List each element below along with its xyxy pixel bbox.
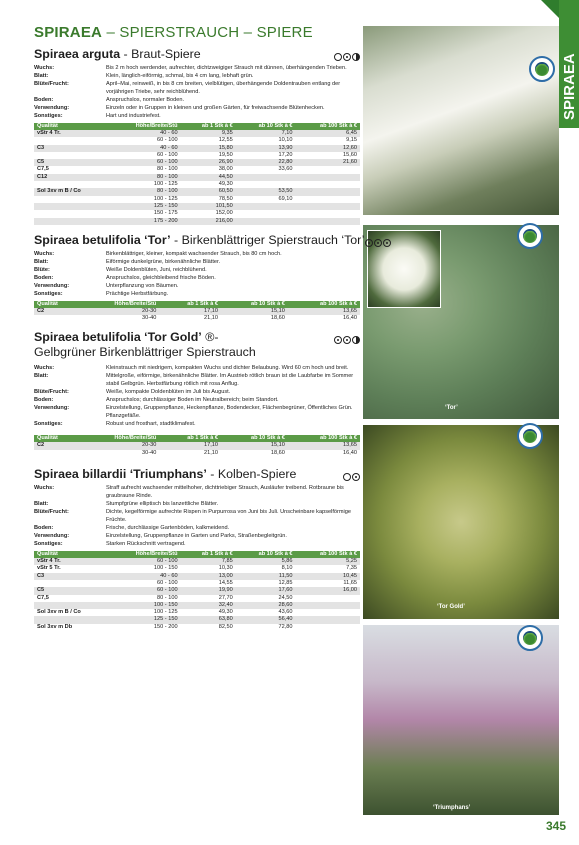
table-cell: 33,60 xyxy=(278,166,293,173)
table-cell: C7,5 xyxy=(37,166,49,173)
prop-key: Blatt: xyxy=(34,501,49,508)
table-cell: 28,60 xyxy=(236,602,296,609)
column-header: ab 10 Stk à € xyxy=(236,123,296,130)
table-cell: 15,10 xyxy=(221,308,288,315)
table-header xyxy=(34,435,360,442)
table-cell: 13,65 xyxy=(288,442,360,449)
column-header: Höhe/Breite/Stü xyxy=(109,123,181,130)
table-cell: 100 - 125 xyxy=(153,609,178,616)
column-header: ab 100 Stk à € xyxy=(288,435,360,442)
prop-value: Straff aufrecht wachsender mittelhoher, dichttriebiger Strauch, Ausläufer treibend. Rotbraune bis graubraune Rinde. xyxy=(106,485,344,500)
price-table xyxy=(34,123,360,225)
table-row xyxy=(34,130,360,137)
table-cell: 12,55 xyxy=(218,137,233,144)
table-cell: 49,30 xyxy=(218,181,233,188)
table-row xyxy=(34,308,360,315)
table-cell: 125 - 150 xyxy=(109,203,181,210)
prop-key: Sonstiges: xyxy=(34,290,63,297)
table-cell: 53,50 xyxy=(236,188,296,195)
table-row xyxy=(34,159,360,166)
table-cell: 17,60 xyxy=(236,587,296,594)
table-row xyxy=(34,166,360,173)
column-header: ab 10 Stk à € xyxy=(221,435,288,442)
column-header: ab 10 Stk à € xyxy=(221,301,288,308)
prop-value: Unterpflanzung von Bäumen. xyxy=(106,282,179,289)
table-cell: C3 xyxy=(34,145,109,152)
table-cell: 60 - 100 xyxy=(157,579,178,586)
prop-key: Blatt: xyxy=(34,373,49,380)
page-number: 345 xyxy=(545,819,566,833)
prop-key: Verwendung: xyxy=(34,533,70,540)
page-header xyxy=(34,24,360,41)
properties xyxy=(34,64,360,120)
column-header: Höhe/Breite/Stü xyxy=(79,301,159,308)
photo-triumphans xyxy=(363,625,559,815)
table-cell: 100 - 150 xyxy=(153,565,178,572)
table-cell xyxy=(296,188,361,195)
table-row xyxy=(34,181,360,188)
column-header: ab 1 Stk à € xyxy=(181,123,236,130)
species-title xyxy=(34,232,365,247)
prop-key: Boden: xyxy=(34,97,54,103)
prop-key: Blüte/Frucht: xyxy=(34,81,69,87)
table-cell: 6,45 xyxy=(296,130,361,137)
table-cell: 100 - 150 xyxy=(109,602,181,609)
table-cell xyxy=(296,595,361,602)
table-cell: 44,50 xyxy=(181,174,236,181)
prop-key: Wuchs: xyxy=(34,365,55,372)
table-cell: 11,65 xyxy=(343,579,357,586)
prop-key: Verwendung: xyxy=(34,405,70,412)
prop-value: Starken Rückschnitt vertragend. xyxy=(106,541,186,548)
prop-value: Hart und industriefest. xyxy=(106,113,161,119)
prop-value: Bis 2 m hoch werdender, aufrechter, dichtzweigiger Strauch mit dünnen, überhängenden Trieben. xyxy=(106,65,347,71)
table-row xyxy=(34,203,360,210)
table-cell: Sol 3xv m B / Co xyxy=(37,609,81,616)
table-cell: 60 - 100 xyxy=(109,587,181,594)
table-row xyxy=(34,573,360,580)
column-header: Qualität xyxy=(34,123,109,130)
prop-key: Blatt: xyxy=(34,258,49,265)
price-table xyxy=(34,435,360,457)
table-row xyxy=(34,609,360,616)
species-subtitle: Gelbgrüner Birkenblättriger Spierstrauch xyxy=(34,345,256,360)
table-cell: 19,90 xyxy=(181,587,236,594)
table-cell: 9,35 xyxy=(181,130,236,137)
species-name: Spiraea billardii ‘Triumphans’ xyxy=(34,467,207,482)
prop-key: Blüte: xyxy=(34,266,50,273)
prop-key: Sonstiges: xyxy=(34,421,63,428)
properties xyxy=(34,364,360,428)
table-cell: 80 - 100 xyxy=(109,174,181,181)
table-cell: 13,65 xyxy=(288,308,360,315)
prop-value: Frische, durchlässige Gartenböden, kalkmeidend. xyxy=(106,525,230,532)
caption-tor: ‘Tor’ xyxy=(445,405,458,411)
table-cell xyxy=(34,315,79,322)
prop-value: April–Mai, reinweiß, in bis 8 cm breiten, vielblütigen, überhängende Doldentrauben entlang der vorjährigen Triebe, sehr reichblühend. xyxy=(106,81,341,95)
column-header: Qualität xyxy=(34,301,79,308)
table-cell: 15,80 xyxy=(181,145,236,152)
prop-value: Weiße, kompakte Doldenblüten im Juli bis August. xyxy=(106,389,231,396)
prop-value: Klein, länglich-eiförmig, schmal, bis 4 cm lang, lebhaft grün. xyxy=(106,73,254,79)
prop-key: Blüte/Frucht: xyxy=(34,509,69,516)
table-cell: Sol 3xv m B / Co xyxy=(34,188,109,195)
table-cell: 16,40 xyxy=(343,449,357,456)
photo-tor-gold xyxy=(363,425,559,619)
prop-key: Boden: xyxy=(34,274,54,281)
species-common-name: - Birkenblättriger Spierstrauch ‘Tor’ xyxy=(170,232,365,247)
table-header xyxy=(34,301,360,308)
table-cell: 27,70 xyxy=(218,594,233,601)
table-cell xyxy=(34,196,109,203)
table-cell: 101,50 xyxy=(181,203,236,210)
table-row xyxy=(34,152,360,159)
properties xyxy=(34,484,360,548)
column-header: Höhe/Breite/Stü xyxy=(109,551,181,558)
column-header: ab 10 Stk à € xyxy=(236,551,296,558)
table-cell xyxy=(236,203,296,210)
table-cell: 69,10 xyxy=(278,195,293,202)
table-row xyxy=(34,315,360,322)
table-cell: 14,55 xyxy=(218,579,233,586)
table-row xyxy=(34,587,360,594)
table-cell: 43,60 xyxy=(278,609,293,616)
table-cell: 150 - 175 xyxy=(153,210,178,217)
quality-badge-icon xyxy=(517,423,543,449)
table-cell: 60 - 100 xyxy=(109,159,181,166)
table-cell: 17,20 xyxy=(278,151,293,158)
light-symbols-icon xyxy=(343,473,360,481)
prop-key: Wuchs: xyxy=(34,485,55,492)
table-row xyxy=(34,188,360,195)
caption-tor-gold: ‘Tor Gold’ xyxy=(437,604,465,610)
table-cell xyxy=(236,218,296,225)
prop-value: Stumpfgrüne elliptisch bis lanzettliche Blätter. xyxy=(106,501,219,508)
column-header: ab 1 Stk à € xyxy=(159,301,221,308)
species-name: Spiraea betulifolia ‘Tor’ xyxy=(34,232,171,247)
table-cell: 80 - 100 xyxy=(157,594,178,601)
table-cell: 15,60 xyxy=(343,151,357,158)
table-cell xyxy=(296,203,361,210)
table-cell xyxy=(34,203,109,210)
table-cell: 49,30 xyxy=(218,609,233,616)
prop-key: Verwendung: xyxy=(34,105,70,111)
prop-key: Wuchs: xyxy=(34,65,55,71)
prop-value: Dichte, kegelförmige aufrechte Rispen in Purpurrosa von Juni bis Juli. Unscheinbare kapselförmige Früchte. xyxy=(106,509,352,524)
table-cell: 38,00 xyxy=(218,166,233,173)
table-cell: 216,00 xyxy=(181,218,236,225)
prop-value: Einzelstellung, Gruppenpflanze, Heckenpflanze, Bodendecker, Flächenbegrüner, Öffentliches Grün. Pflanzgefäße. xyxy=(106,405,353,420)
table-cell xyxy=(34,210,109,217)
table-cell xyxy=(34,181,109,188)
table-cell: 30-40 xyxy=(142,315,157,322)
table-cell: 9,15 xyxy=(346,137,357,144)
table-row xyxy=(34,602,360,609)
species-block xyxy=(34,467,360,631)
table-cell: C5 xyxy=(34,159,109,166)
table-cell xyxy=(34,580,109,587)
prop-value: Anspruchslos; durchlässiger Boden im Neutralbereich; beim Standort. xyxy=(106,397,279,404)
species-title xyxy=(34,47,360,61)
table-row xyxy=(34,442,360,449)
quality-badge-icon xyxy=(529,56,555,82)
table-cell xyxy=(296,166,361,173)
species-name: Spiraea betulifolia ‘Tor Gold’ xyxy=(34,330,202,345)
table-cell: C7,5 xyxy=(37,594,49,601)
table-cell: 40 - 60 xyxy=(109,145,181,152)
prop-value: Anspruchslos, normaler Boden. xyxy=(106,97,185,103)
table-cell: 60,50 xyxy=(181,188,236,195)
table-row xyxy=(34,218,360,225)
table-cell: 150 - 200 xyxy=(153,623,178,630)
table-cell xyxy=(296,181,361,188)
table-cell xyxy=(296,218,361,225)
table-cell: 11,50 xyxy=(236,573,296,580)
light-symbols-icon xyxy=(365,239,391,247)
table-cell: 100 - 125 xyxy=(153,181,178,188)
table-cell: 80 - 100 xyxy=(109,188,181,195)
species-common-name: - Kolben-Spiere xyxy=(206,467,297,482)
table-cell: 17,10 xyxy=(159,308,221,315)
price-table xyxy=(34,551,360,631)
prop-key: Wuchs: xyxy=(34,250,55,257)
table-cell: 125 - 150 xyxy=(109,616,181,623)
table-row xyxy=(34,595,360,602)
table-cell: 21,10 xyxy=(204,449,218,456)
table-cell: 5,86 xyxy=(236,558,296,565)
table-cell: 26,90 xyxy=(181,159,236,166)
table-row xyxy=(34,196,360,203)
prop-key: Blüte/Frucht: xyxy=(34,389,69,396)
table-cell: 30-40 xyxy=(142,449,157,456)
light-symbols-icon xyxy=(334,53,360,61)
species-common-name: - Braut-Spiere xyxy=(120,47,201,61)
table-cell: 18,60 xyxy=(270,315,285,322)
prop-value: Prächtige Herbstfärbung. xyxy=(106,290,169,297)
column-header: ab 100 Stk à € xyxy=(288,301,360,308)
table-cell: 13,90 xyxy=(236,145,296,152)
table-cell xyxy=(34,218,109,225)
table-header xyxy=(34,551,360,558)
price-table xyxy=(34,301,360,323)
table-row xyxy=(34,210,360,217)
table-cell: 22,80 xyxy=(236,159,296,166)
prop-value: Anspruchslos, gleichbleibend frische Böden. xyxy=(106,274,216,281)
table-cell: vStr 4 Tr. xyxy=(34,558,109,565)
table-cell: 56,40 xyxy=(236,616,296,623)
header-rest: – SPIERSTRAUCH – SPIERE xyxy=(102,24,313,41)
table-row xyxy=(34,580,360,587)
table-cell: 5,25 xyxy=(296,558,361,565)
table-cell: 17,10 xyxy=(159,442,221,449)
table-header xyxy=(34,123,360,130)
table-cell: 20-30 xyxy=(79,308,159,315)
table-row xyxy=(34,565,360,572)
species-block xyxy=(34,47,360,225)
table-cell: 60 - 100 xyxy=(109,558,181,565)
table-row xyxy=(34,145,360,152)
species-title xyxy=(34,467,360,481)
table-cell xyxy=(236,210,296,217)
table-cell: 20-30 xyxy=(79,442,159,449)
table-cell: 32,40 xyxy=(181,602,236,609)
prop-key: Boden: xyxy=(34,397,54,404)
table-cell: C12 xyxy=(34,174,109,181)
table-cell: 8,10 xyxy=(281,565,293,572)
table-cell xyxy=(34,152,109,159)
table-cell xyxy=(296,616,361,623)
side-tab xyxy=(559,0,579,128)
species-common-name: ®- xyxy=(201,330,219,345)
table-cell: 12,60 xyxy=(296,145,361,152)
prop-key: Blatt: xyxy=(34,73,49,79)
table-cell: C3 xyxy=(34,573,109,580)
table-cell: 10,45 xyxy=(296,573,361,580)
photo-tor xyxy=(363,225,559,419)
table-row xyxy=(34,137,360,144)
column-header: ab 100 Stk à € xyxy=(296,551,361,558)
table-cell xyxy=(296,196,361,203)
table-cell: 12,85 xyxy=(278,579,293,586)
caption-triumphans: ‘Triumphans’ xyxy=(433,805,471,811)
prop-value: Eiförmige dunkelgrüne, birkenähnliche Blätter. xyxy=(106,258,221,265)
table-cell xyxy=(236,181,296,188)
table-cell: 7,85 xyxy=(181,558,236,565)
table-cell xyxy=(296,609,361,616)
table-cell: C2 xyxy=(34,442,79,449)
species-name: Spiraea arguta xyxy=(34,47,121,61)
prop-value: Robust und frosthart, stadtklimafest. xyxy=(106,421,196,428)
table-cell xyxy=(34,450,79,457)
column-header: Höhe/Breite/Stü xyxy=(79,435,159,442)
prop-value: Birkenblättriger, kleiner, kompakt wachsender Strauch, bis 80 cm hoch. xyxy=(106,250,282,257)
prop-value: Einzeln oder in Gruppen in kleinen und großen Gärten, für freiwachsende Blütenhecken. xyxy=(106,105,325,111)
table-row xyxy=(34,616,360,623)
table-row xyxy=(34,174,360,181)
table-cell: 60 - 100 xyxy=(157,137,178,144)
quality-badge-icon xyxy=(517,625,543,651)
quality-badge-icon xyxy=(517,223,543,249)
table-cell: 7,35 xyxy=(346,565,357,572)
properties xyxy=(34,250,360,298)
side-tab-label: SPIRAEA xyxy=(561,53,578,120)
table-cell: 16,40 xyxy=(343,315,357,322)
table-cell xyxy=(296,602,361,609)
species-block xyxy=(34,330,360,457)
table-cell: 82,50 xyxy=(218,623,233,630)
prop-key: Sonstiges: xyxy=(34,541,63,548)
table-cell: 24,50 xyxy=(278,594,293,601)
table-cell: 63,80 xyxy=(181,616,236,623)
table-cell: 15,10 xyxy=(221,442,288,449)
species-title xyxy=(34,330,360,344)
column-header: Qualität xyxy=(34,435,79,442)
table-cell: 80 - 100 xyxy=(157,166,178,173)
table-cell: C5 xyxy=(34,587,109,594)
prop-key: Sonstiges: xyxy=(34,113,63,119)
table-cell xyxy=(34,602,109,609)
table-cell: Sol 3xv m Db xyxy=(37,623,73,630)
table-cell xyxy=(236,174,296,181)
prop-value: Einzelstellung, Gruppenpflanze in Garten und Parks, Straßenbegleitgrün. xyxy=(106,533,287,540)
table-cell: 72,80 xyxy=(278,623,293,630)
table-cell xyxy=(34,616,109,623)
prop-value: Weiße Doldenblüten, Juni, reichblühend. xyxy=(106,266,207,273)
table-cell: 40 - 60 xyxy=(109,130,181,137)
table-cell: vStr 5 Tr. xyxy=(37,565,61,572)
column-header: ab 1 Stk à € xyxy=(181,551,236,558)
table-cell: 21,60 xyxy=(296,159,361,166)
table-cell: 10,10 xyxy=(278,137,293,144)
table-cell: 16,00 xyxy=(296,587,361,594)
table-cell: 13,00 xyxy=(181,573,236,580)
table-cell xyxy=(296,210,361,217)
species-block xyxy=(34,232,365,323)
table-cell: 18,60 xyxy=(270,449,285,456)
table-cell: C2 xyxy=(34,308,79,315)
table-cell: 40 - 60 xyxy=(109,573,181,580)
table-cell: 78,50 xyxy=(218,195,233,202)
table-row xyxy=(34,624,360,631)
table-cell: 152,00 xyxy=(215,210,233,217)
table-cell xyxy=(296,624,361,631)
prop-value: Mittelgroße, eiförmige, birkenähnliche Blätter. Im Austrieb rötlich braun ist die Laubfarbe im Sommer stabil Gelbgrün. Herbstfärbung rötlich mit rosa Anflug. xyxy=(106,373,354,388)
header-genus: SPIRAEA xyxy=(34,24,103,41)
table-cell: 60 - 100 xyxy=(157,151,178,158)
table-cell: 100 - 125 xyxy=(153,195,178,202)
table-cell: vStr 4 Tr. xyxy=(34,130,109,137)
table-cell: 21,10 xyxy=(204,315,218,322)
table-cell: 10,30 xyxy=(218,565,233,572)
table-cell xyxy=(34,137,109,144)
table-row xyxy=(34,558,360,565)
prop-key: Verwendung: xyxy=(34,282,70,289)
table-cell: 175 - 200 xyxy=(109,218,181,225)
column-header: ab 1 Stk à € xyxy=(159,435,221,442)
prop-key: Boden: xyxy=(34,525,54,532)
table-cell xyxy=(296,174,361,181)
content-column xyxy=(34,0,365,631)
table-cell: 19,50 xyxy=(218,151,233,158)
light-symbols-icon xyxy=(334,336,360,344)
photo-arguta xyxy=(363,26,559,215)
table-cell: 7,10 xyxy=(236,130,296,137)
column-header: ab 100 Stk à € xyxy=(296,123,361,130)
prop-value: Kleinstrauch mit niedrigem, kompakten Wuchs und dichter Belaubung. Wird 60 cm hoch und breit. xyxy=(106,365,349,372)
column-header: Qualität xyxy=(34,551,109,558)
table-row xyxy=(34,450,360,457)
